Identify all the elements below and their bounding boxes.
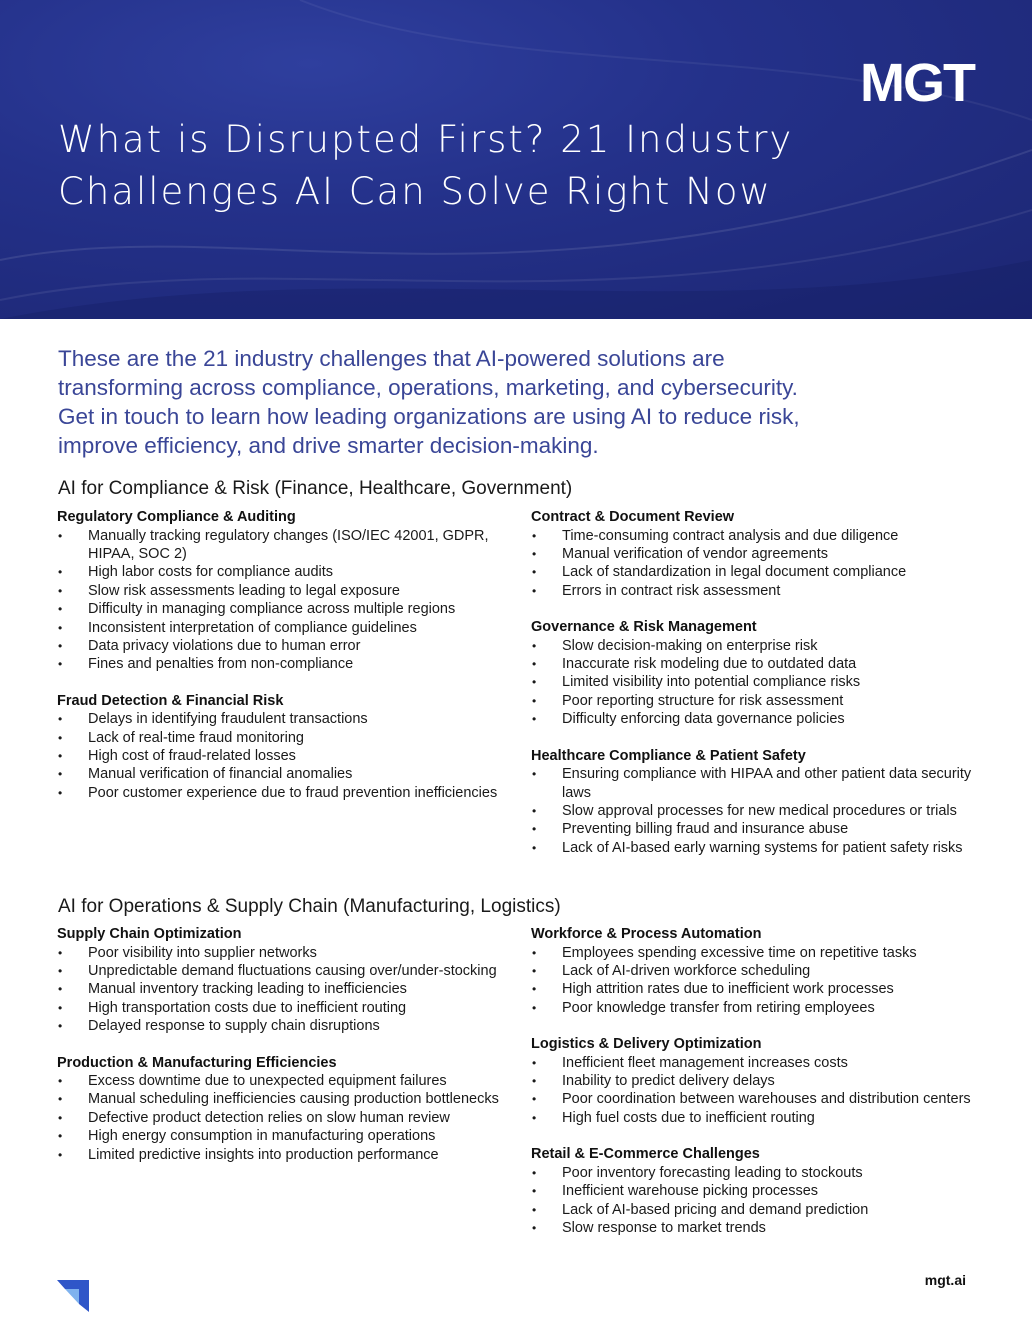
intro-line: transforming across compliance, operations, marketing, and cybersecurity. xyxy=(58,375,798,400)
footer-url: mgt.ai xyxy=(924,1272,966,1288)
list-item: • Limited visibility into potential compliance risks xyxy=(531,673,981,691)
list-item: • Difficulty in managing compliance across multiple regions xyxy=(57,600,507,618)
group-heading: Production & Manufacturing Efficiencies xyxy=(57,1054,337,1071)
list-item: • Poor reporting structure for risk assessment xyxy=(531,692,981,710)
list-item: • Excess downtime due to unexpected equipment failures xyxy=(57,1072,507,1090)
list-item: • Lack of AI-driven workforce scheduling xyxy=(531,962,981,980)
intro-line: Get in touch to learn how leading organizations are using AI to reduce risk, xyxy=(58,404,800,429)
section-title-compliance: AI for Compliance & Risk (Finance, Healthcare, Government) xyxy=(58,478,573,499)
list-item: • High cost of fraud-related losses xyxy=(57,747,507,765)
list-item: • High energy consumption in manufacturing operations xyxy=(57,1127,507,1145)
section-compliance-left-column xyxy=(57,508,507,820)
group-heading: Retail & E-Commerce Challenges xyxy=(531,1146,760,1163)
challenge-group xyxy=(57,508,507,674)
page-title-line: What is Disrupted First? 21 Industry xyxy=(58,118,794,161)
list-item: • Slow approval processes for new medical procedures or trials xyxy=(531,802,981,820)
mgt-brand-mark-icon xyxy=(57,1280,91,1314)
group-heading: Workforce & Process Automation xyxy=(531,926,762,942)
list-item: • Delayed response to supply chain disruptions xyxy=(57,1017,507,1035)
mgt-logo: MGT xyxy=(860,53,974,113)
list-item: • Errors in contract risk assessment xyxy=(531,582,981,600)
list-item: • Ensuring compliance with HIPAA and other patient data security laws xyxy=(531,765,981,802)
list-item: • Inaccurate risk modeling due to outdated data xyxy=(531,655,981,673)
list-item: • Delays in identifying fraudulent transactions xyxy=(57,710,507,728)
challenge-group xyxy=(531,618,981,729)
intro-line: improve efficiency, and drive smarter decision-making. xyxy=(58,433,599,458)
list-item: • Manual scheduling inefficiencies causing production bottlenecks xyxy=(57,1090,507,1108)
challenge-group xyxy=(531,747,981,858)
list-item: • High transportation costs due to inefficient routing xyxy=(57,999,507,1017)
list-item: • Time-consuming contract analysis and due diligence xyxy=(531,527,981,545)
list-item: • Lack of AI-based early warning systems for patient safety risks xyxy=(531,839,981,857)
challenge-group xyxy=(531,508,981,600)
list-item: • Poor coordination between warehouses and distribution centers xyxy=(531,1090,981,1108)
group-heading: Supply Chain Optimization xyxy=(57,926,242,942)
list-item: • Poor visibility into supplier networks xyxy=(57,944,507,962)
page-title-line: Challenges AI Can Solve Right Now xyxy=(58,170,772,213)
list-item: • Inefficient fleet management increases costs xyxy=(531,1054,981,1072)
section-compliance-right-column xyxy=(531,508,981,875)
section-title-operations: AI for Operations & Supply Chain (Manufacturing, Logistics) xyxy=(58,896,561,917)
list-item: • High fuel costs due to inefficient routing xyxy=(531,1109,981,1127)
list-item: • Lack of AI-based pricing and demand prediction xyxy=(531,1201,981,1219)
group-heading: Fraud Detection & Financial Risk xyxy=(57,692,284,709)
list-item: • Manual inventory tracking leading to inefficiencies xyxy=(57,980,507,998)
list-item: • Defective product detection relies on slow human review xyxy=(57,1109,507,1127)
group-heading: Contract & Document Review xyxy=(531,509,735,525)
group-heading: Healthcare Compliance & Patient Safety xyxy=(531,747,806,764)
page-title xyxy=(58,114,818,218)
challenge-group xyxy=(531,925,981,1017)
challenge-group xyxy=(531,1145,981,1237)
list-item: • Poor knowledge transfer from retiring employees xyxy=(531,999,981,1017)
group-heading: Regulatory Compliance & Auditing xyxy=(57,509,296,525)
list-item: • Data privacy violations due to human error xyxy=(57,637,507,655)
section-operations-left-column xyxy=(57,925,507,1182)
challenge-group xyxy=(57,1054,507,1165)
list-item: • Lack of real-time fraud monitoring xyxy=(57,729,507,747)
list-item: • Unpredictable demand fluctuations causing over/under-stocking xyxy=(57,962,507,980)
list-item: • Manual verification of vendor agreements xyxy=(531,545,981,563)
section-operations-right-column xyxy=(531,925,981,1255)
list-item: • Poor inventory forecasting leading to stockouts xyxy=(531,1164,981,1182)
list-item: • Limited predictive insights into production performance xyxy=(57,1146,507,1164)
challenge-group xyxy=(57,692,507,803)
intro-line: These are the 21 industry challenges that AI-powered solutions are xyxy=(58,346,725,371)
list-item: • High attrition rates due to inefficient work processes xyxy=(531,980,981,998)
list-item: • High labor costs for compliance audits xyxy=(57,563,507,581)
challenge-group xyxy=(57,925,507,1036)
group-heading: Logistics & Delivery Optimization xyxy=(531,1036,762,1053)
group-heading: Governance & Risk Management xyxy=(531,619,757,636)
challenge-group xyxy=(531,1035,981,1127)
list-item: • Slow decision-making on enterprise risk xyxy=(531,637,981,655)
list-item: • Manually tracking regulatory changes (ISO/IEC 42001, GDPR, HIPAA, SOC 2) xyxy=(57,527,507,564)
intro-paragraph xyxy=(58,344,958,460)
list-item: • Preventing billing fraud and insurance abuse xyxy=(531,820,981,838)
list-item: • Lack of standardization in legal document compliance xyxy=(531,563,981,581)
list-item: • Fines and penalties from non-compliance xyxy=(57,655,507,673)
list-item: • Employees spending excessive time on repetitive tasks xyxy=(531,944,981,962)
list-item: • Inability to predict delivery delays xyxy=(531,1072,981,1090)
list-item: • Inconsistent interpretation of compliance guidelines xyxy=(57,619,507,637)
list-item: • Inefficient warehouse picking processes xyxy=(531,1182,981,1200)
list-item: • Poor customer experience due to fraud prevention inefficiencies xyxy=(57,784,507,802)
list-item: • Slow risk assessments leading to legal exposure xyxy=(57,582,507,600)
list-item: • Slow response to market trends xyxy=(531,1219,981,1237)
list-item: • Difficulty enforcing data governance policies xyxy=(531,710,981,728)
list-item: • Manual verification of financial anomalies xyxy=(57,765,507,783)
hero-banner xyxy=(0,0,1032,319)
